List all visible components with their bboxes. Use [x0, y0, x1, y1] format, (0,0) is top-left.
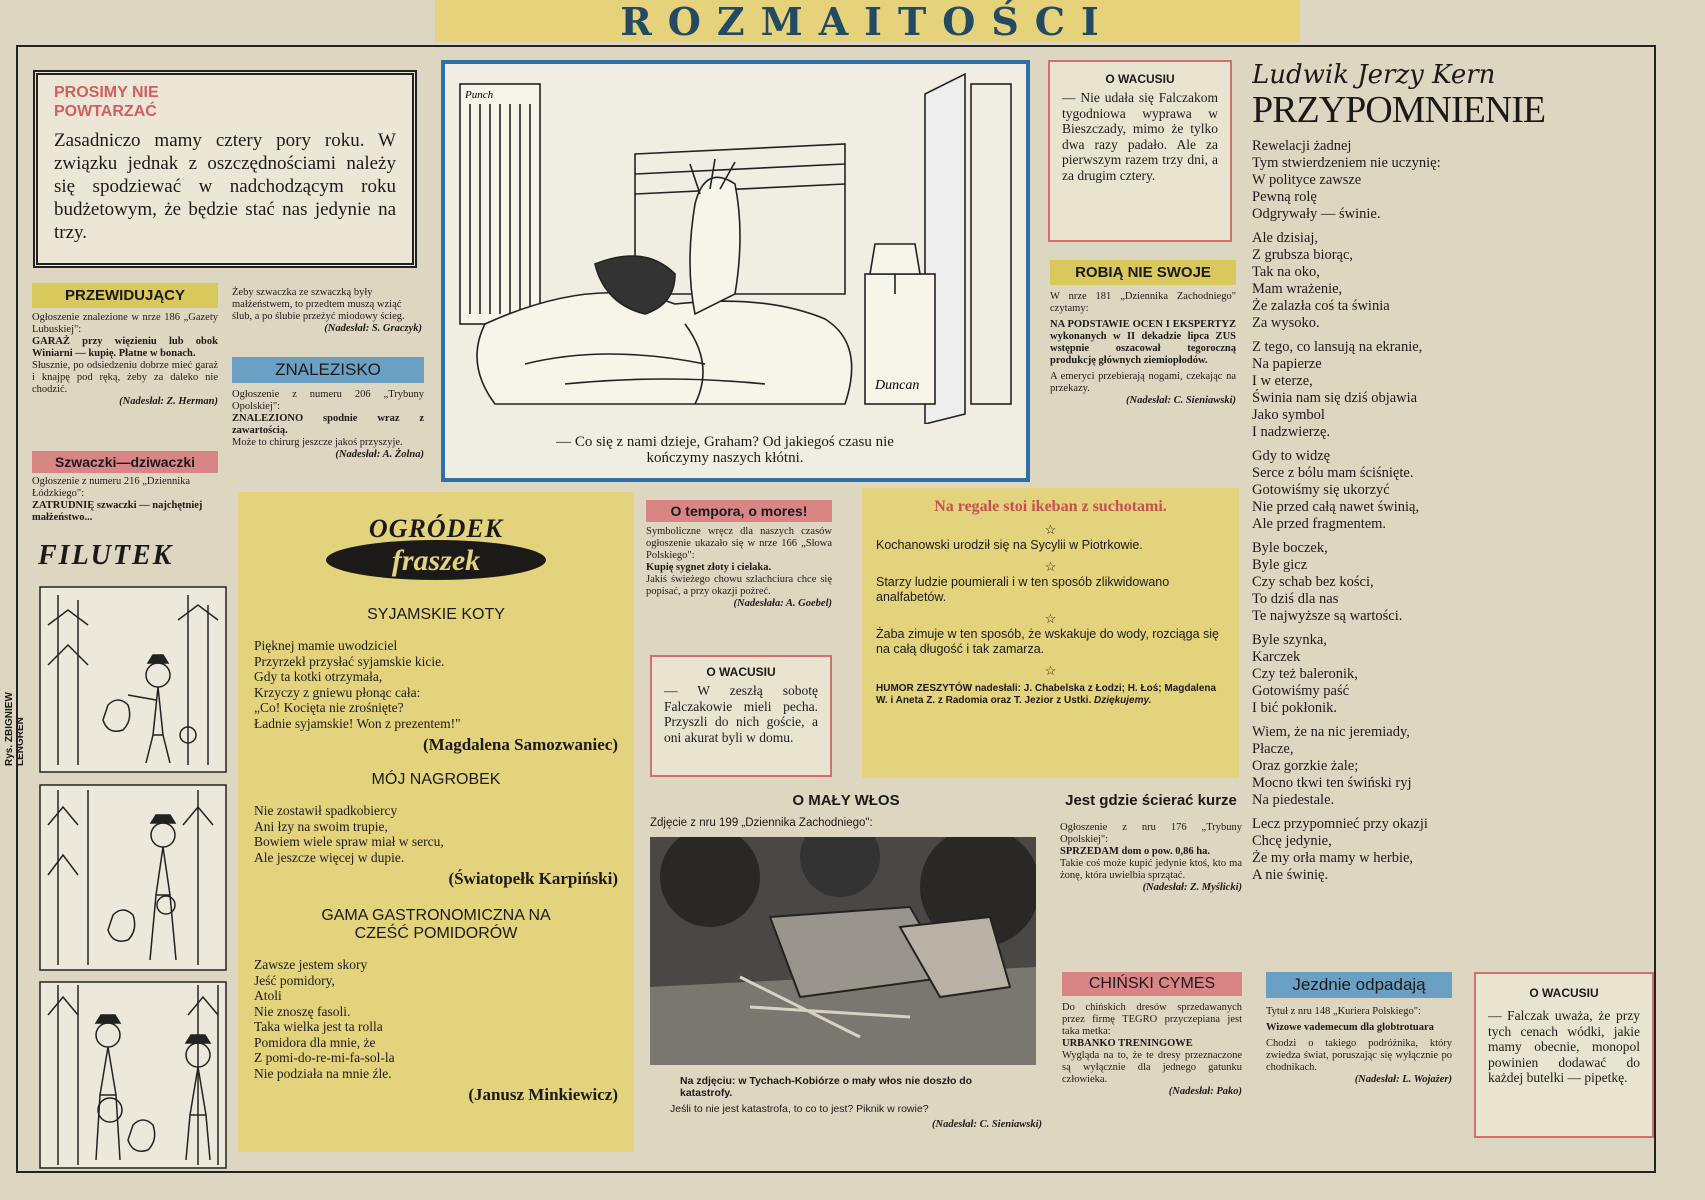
stanza — [1252, 339, 1632, 441]
text-line: Jeść pomidory, — [254, 972, 335, 988]
stanza — [1252, 138, 1632, 223]
text-line: Przyrzekł przysłać syjamskie kicie. — [254, 653, 445, 669]
wacus1-text: — Nie udała się Falczakom tygodniowa wyprawa w Bieszczady, mimo że tylko dwa razy padało. Ale za pierwszym razem trzy dni, a za drugim cztery. — [1062, 90, 1218, 183]
text-line: Karczek — [1252, 649, 1301, 665]
text-line: Pomidora dla mnie, że — [254, 1034, 376, 1050]
text-line: Na piedestale. — [1252, 792, 1335, 808]
filutek-comic — [38, 540, 228, 1170]
znalezisko-title: ZNALEZISKO — [232, 357, 424, 383]
jezdnie-intro: Tytuł z nru 148 „Kuriera Polskiego": — [1266, 1006, 1421, 1017]
fraszka — [254, 771, 618, 889]
przewidujacy-comment: Słusznie, po odsiedzeniu dobrze mieć garaż i knajpę pod ręką, żeby za daleko nie chodzić. — [32, 360, 218, 395]
text-line: Nie przed całą nawet świnią, — [1252, 499, 1420, 515]
robia-title: ROBIĄ NIE SWOJE — [1050, 260, 1236, 285]
kern-poem — [1252, 60, 1632, 980]
star-divider: ☆ — [1044, 522, 1057, 537]
text-line: Rys. ZBIGNIEW LENGREN — [4, 692, 26, 766]
szwaczki-sender: (Nadesłał: S. Graczyk) — [324, 323, 422, 334]
szwaczki-intro: Ogłoszenie z numeru 216 „Dziennika Łódzkiego": — [32, 476, 191, 499]
text-line: To dziś dla nas — [1252, 591, 1339, 607]
kern-author: Ludwik Jerzy Kern — [1252, 60, 1496, 90]
text-line: Chcę jedynie, — [1252, 833, 1332, 849]
wacus3-text: — Falczak uważa, że przy tych cenach wódki, jakie mamy obecnie, monopol powinien dodawać do każdej butelki — pipetkę. — [1488, 1008, 1640, 1085]
wacus-box-3 — [1474, 972, 1654, 1138]
ogrodek-logo-top: OGRÓDEK — [368, 514, 504, 543]
text-line: Gotowiśmy się ukorzyć — [1252, 482, 1390, 498]
przewidujacy-sender: (Nadesłał: Z. Herman) — [119, 396, 218, 407]
text-line: Tak na oko, — [1252, 264, 1320, 280]
wlos-caption: Na zdjęciu: w Tychach-Kobiórze o mały włos nie doszło do katastrofy. — [680, 1075, 973, 1099]
punch-cartoon — [441, 60, 1030, 482]
prosimy-text: Zasadniczo mamy cztery pory roku. W związku jednak z oszczędnościami należy się spodziewać w nadchodzącym roku budżetowym, że będzie stać nas jedynie na trzy. — [54, 130, 396, 243]
tempora-sender: (Nadesłała: A. Goebel) — [733, 598, 832, 609]
humor-zeszytow — [862, 488, 1239, 778]
prosimy-title: PROSIMY NIE POWTARZAĆ — [54, 84, 159, 120]
wlos-sender: (Nadesłał: C. Sieniawski) — [932, 1119, 1042, 1130]
text-line: Nie podziała na mnie źle. — [254, 1065, 392, 1081]
text-line: A nie świnię. — [1252, 867, 1329, 883]
text-line: I nadzwierzę. — [1252, 424, 1331, 440]
cartoon-drawing — [445, 64, 1026, 424]
text-line: Gdy to widzę — [1252, 448, 1331, 464]
tempora-ad: Kupię sygnet złoty i cielaka. — [646, 562, 772, 573]
przewidujacy-intro: Ogłoszenie znalezione w nrze 186 „Gazety Lubuskiej": — [32, 312, 218, 335]
wacus-box-1 — [1048, 60, 1232, 242]
text-line: Krzyczy z gniewu płonąc cała: — [254, 684, 421, 700]
text-line: Te najwyższe są wartości. — [1252, 608, 1403, 624]
text-line: Pewną rolę — [1252, 189, 1317, 205]
humor-credits: HUMOR ZESZYTÓW nadesłali: J. Chabelska z Łodzi; H. Łoś; Magdalena W. i Aneta Z. z Radomia oraz T. Jezior z Ustki. — [876, 683, 1217, 706]
wlos-comment: Jeśli to nie jest katastrofa, to co to jest? Piknik w rowie? — [670, 1103, 929, 1115]
humor-item: Kochanowski urodził się na Sycylii w Piotrkowie. — [876, 538, 1143, 552]
text-line: Ale jeszcze więcej w dupie. — [254, 849, 405, 865]
robia-intro: W nrze 181 „Dziennika Zachodniego" czytamy: — [1050, 291, 1236, 314]
kurze-ad: SPRZEDAM dom o pow. 0,86 ha. — [1060, 846, 1210, 857]
humor-thanks: Dziękujemy. — [1094, 694, 1152, 706]
text-line: Gdy ta kotki otrzymała, — [254, 669, 383, 684]
text-line: Odgrywały — świnie. — [1252, 206, 1381, 222]
wlos-title: O MAŁY WŁOS — [792, 792, 900, 809]
text-line: Byle gicz — [1252, 557, 1308, 573]
robia-nie-swoje — [1050, 260, 1236, 407]
text-line: Oraz gorzkie żale; — [1252, 758, 1359, 774]
humor-title: Na regale stoi ikeban z suchotami. — [934, 498, 1167, 515]
jezdnie-title: Jezdnie odpadają — [1266, 972, 1452, 998]
text-line: Ale przed fragmentem. — [1252, 516, 1387, 532]
robia-quote: NA PODSTAWIE OCEN I EKSPERTYZ wykonanych w II dekadzie lipca ZUS wstępnie oszacował tegoroczną produkcję głównych ziemiopłodów. — [1050, 319, 1236, 366]
wacus-box-2 — [650, 655, 832, 777]
jezdnie-sender: (Nadesłał: L. Wojażer) — [1354, 1074, 1452, 1085]
tempora-text2: Jakiś świeżego chowu szlachciura chce się popisać, a przy okazji pożreć. — [646, 574, 832, 597]
chinski-cymes — [1062, 972, 1242, 1098]
text-line: Czy schab bez kości, — [1252, 574, 1374, 590]
text-line: Ani łzy na swoim trupie, — [254, 818, 388, 834]
przewidujacy — [32, 283, 218, 408]
wacus1-title: O WACUSIU — [1105, 72, 1175, 86]
robia-comment: A emeryci przebierają nogami, czekając na przekazy. — [1050, 371, 1236, 394]
znalezisko-comment: Może to chirurg jeszcze jakoś przyszyje. — [232, 437, 403, 448]
text-line: Nie znoszę fasoli. — [254, 1003, 351, 1019]
wacus2-text: — W zeszłą sobotę Falczakowie mieli pecha. Przyszli do nich goście, a oni akurat byli w domu. — [664, 683, 818, 745]
text-line: Gotowiśmy paść — [1252, 683, 1350, 699]
text-line: Serce z bólu mam ściśnięte. — [1252, 465, 1414, 481]
text-line: Bowiem wiele spraw miał w sercu, — [254, 834, 444, 849]
filutek-panel-1 — [40, 587, 226, 772]
text-line: Mam wrażenie, — [1252, 281, 1343, 297]
cymes-intro: Do chińskich dresów sprzedawanych przez firmę TEGRO przyczepiana jest taka metka: — [1062, 1002, 1242, 1037]
fraszka-author: (Światopełk Karpiński) — [448, 869, 618, 888]
szwaczki-title: Szwaczki—dziwaczki — [32, 451, 218, 473]
text-line: Lecz przypomnieć przy okazji — [1252, 816, 1428, 832]
text-line: Ale dzisiaj, — [1252, 230, 1319, 246]
stanza — [1252, 448, 1632, 533]
kern-title: PRZYPOMNIENIE — [1252, 89, 1546, 131]
text-line: Na papierze — [1252, 356, 1322, 372]
wlos-photo — [650, 837, 1036, 1065]
fraszka-title: SYJAMSKIE KOTY — [367, 606, 505, 623]
kurze-intro: Ogłoszenie z nru 176 „Trybuny Opolskiej": — [1060, 822, 1242, 845]
text-line: Z pomi-do-re-mi-fa-sol-la — [254, 1050, 395, 1065]
znalezisko-ad: ZNALEZIONO spodnie wraz z zawartością. — [232, 413, 424, 436]
text-line: Atoli — [254, 988, 282, 1003]
robia-sender: (Nadesłał: C. Sieniawski) — [1126, 395, 1236, 406]
star-divider: ☆ — [1044, 611, 1057, 626]
znalezisko-sender: (Nadesłał: A. Żolna) — [335, 449, 424, 460]
kurze-sender: (Nadesłał: Z. Myślicki) — [1142, 882, 1242, 893]
text-line: Że zalazła coś ta świnia — [1252, 298, 1390, 314]
cartoon-author: Duncan — [875, 378, 920, 393]
jezdnie-comment: Chodzi o takiego podróżnika, który zwiedza świat, poruszając się wyłącznie po chodnikach. — [1266, 1038, 1452, 1073]
fraszka — [254, 907, 618, 1105]
znalezisko — [232, 357, 424, 461]
wlos-intro: Zdjęcie z nru 199 „Dziennika Zachodniego": — [650, 817, 873, 829]
wacus3-title: O WACUSIU — [1529, 986, 1599, 1000]
text-line: Byle boczek, — [1252, 540, 1328, 556]
filutek-panel-2 — [40, 785, 226, 970]
text-line: Za wysoko. — [1252, 315, 1320, 331]
text-line: Jako symbol — [1252, 407, 1325, 423]
stanza — [1252, 540, 1632, 625]
text-line: I w eterze, — [1252, 373, 1313, 389]
masthead-title: ROZMAITOŚCI — [620, 0, 1115, 44]
szwaczki-comment: Żeby szwaczka ze szwaczką były małżeństwem, to przedtem muszą wziąć ślub, a po ślubie przeżyć miodowy ścieg. — [232, 287, 405, 322]
text-line: Z tego, co lansują na ekranie, — [1252, 339, 1423, 355]
filutek-panels — [38, 585, 228, 1170]
fraszka-title: GAMA GASTRONOMICZNA NA CZEŚĆ POMIDORÓW — [321, 907, 551, 942]
stanza — [1252, 632, 1632, 717]
star-divider: ☆ — [1044, 559, 1057, 574]
kurze — [1060, 790, 1242, 894]
cymes-ad: URBANKO TRENINGOWE — [1062, 1038, 1193, 1049]
text-line: Z grubsza biorąc, — [1252, 247, 1354, 263]
text-line: I bić pokłonik. — [1252, 700, 1337, 716]
masthead — [435, 0, 1300, 42]
wacus2-title: O WACUSIU — [706, 665, 776, 679]
text-line: Ładnie syjamskie! Won z prezentem!" — [254, 715, 461, 731]
kurze-comment: Takie coś może kupić jedynie ktoś, kto ma żonę, która uwielbia sprzątać. — [1060, 858, 1242, 881]
stanza — [1252, 724, 1632, 809]
text-line: Taka wielka jest ta rolla — [254, 1019, 383, 1034]
cartoon-sign: Punch — [465, 89, 494, 101]
jezdnie-odpadaja — [1266, 972, 1452, 1086]
text-line: Pięknej mamie uwodziciel — [254, 638, 398, 653]
znalezisko-intro: Ogłoszenie z numeru 206 „Trybuny Opolskiej": — [232, 389, 424, 412]
stanza — [1252, 230, 1632, 332]
text-line: Wiem, że na nic jeremiady, — [1252, 724, 1410, 740]
ogrodek-logo-bottom: fraszek — [391, 544, 481, 577]
filutek-title: FILUTEK — [38, 540, 174, 571]
fraszka-author: (Magdalena Samozwaniec) — [422, 735, 618, 754]
text-line: W polityce zawsze — [1252, 172, 1362, 188]
text-line: Rewelacji żadnej — [1252, 138, 1352, 154]
text-line: Że my orła mamy w herbie, — [1252, 850, 1414, 866]
przewidujacy-title: PRZEWIDUJĄCY — [32, 283, 218, 308]
humor-item: Żaba zimuje w ten sposób, że wskakuje do wody, rozciąga się na całą długość i tak zamarza. — [876, 627, 1219, 656]
cymes-comment: Wygląda na to, że te dresy przeznaczone są wyłącznie dla jednego gatunku człowieka. — [1062, 1050, 1242, 1085]
o-maly-wlos — [650, 792, 1042, 1130]
fraszka — [254, 606, 618, 755]
fraszka-author: (Janusz Minkiewicz) — [468, 1085, 618, 1104]
text-line: Świnia nam się dziś objawia — [1252, 390, 1418, 406]
kern-stanzas — [1252, 138, 1632, 884]
text-line: Czy też baleronik, — [1252, 666, 1358, 682]
jezdnie-ad: Wizowe vademecum dla globtrotuara — [1266, 1022, 1434, 1033]
tempora — [646, 500, 832, 610]
cymes-title: CHIŃSKI CYMES — [1062, 972, 1242, 996]
text-line: Byle szynka, — [1252, 632, 1327, 648]
humor-item: Starzy ludzie poumierali i w ten sposób zlikwidowano analfabetów. — [876, 575, 1170, 604]
szwaczki-continued — [232, 287, 422, 335]
prosimy-box — [33, 70, 417, 268]
szwaczki-ad: ZATRUDNIĘ szwaczki — najchętniej małżeństwo... — [32, 500, 203, 523]
filutek-panel-3 — [40, 982, 226, 1168]
cymes-sender: (Nadesłał: Pako) — [1168, 1086, 1242, 1097]
fraszka-title: MÓJ NAGROBEK — [371, 771, 501, 788]
text-line: Płacze, — [1252, 741, 1294, 757]
text-line: Zawsze jestem skory — [254, 957, 368, 972]
ogrodek-logo — [306, 510, 566, 600]
text-line: Tym stwierdzeniem nie uczynię: — [1252, 155, 1441, 171]
kurze-title: Jest gdzie ścierać kurze — [1065, 792, 1237, 809]
tempora-text1: Symboliczne wręcz dla naszych czasów ogłoszenie ukazało się w nrze 166 „Słowa Polskiego": — [646, 526, 832, 561]
cartoon-caption: — Co się z nami dzieje, Graham? Od jakiegoś czasu nie kończymy naszych kłótni. — [556, 434, 894, 466]
tempora-title: O tempora, o mores! — [646, 500, 832, 522]
przewidujacy-ad: GARAŻ przy więzieniu lub obok Winiarni — kupię. Płatne w bonach. — [32, 336, 218, 359]
stanza — [1252, 816, 1632, 884]
text-line: „Co! Kocięta nie zrośnięte? — [254, 700, 404, 715]
text-line: Mocno tkwi ten świński ryj — [1252, 775, 1412, 791]
star-divider: ☆ — [1044, 663, 1057, 678]
szwaczki — [32, 451, 218, 524]
ogrodek-fraszek — [238, 492, 634, 1152]
text-line: Nie zostawił spadkobiercy — [254, 803, 398, 818]
